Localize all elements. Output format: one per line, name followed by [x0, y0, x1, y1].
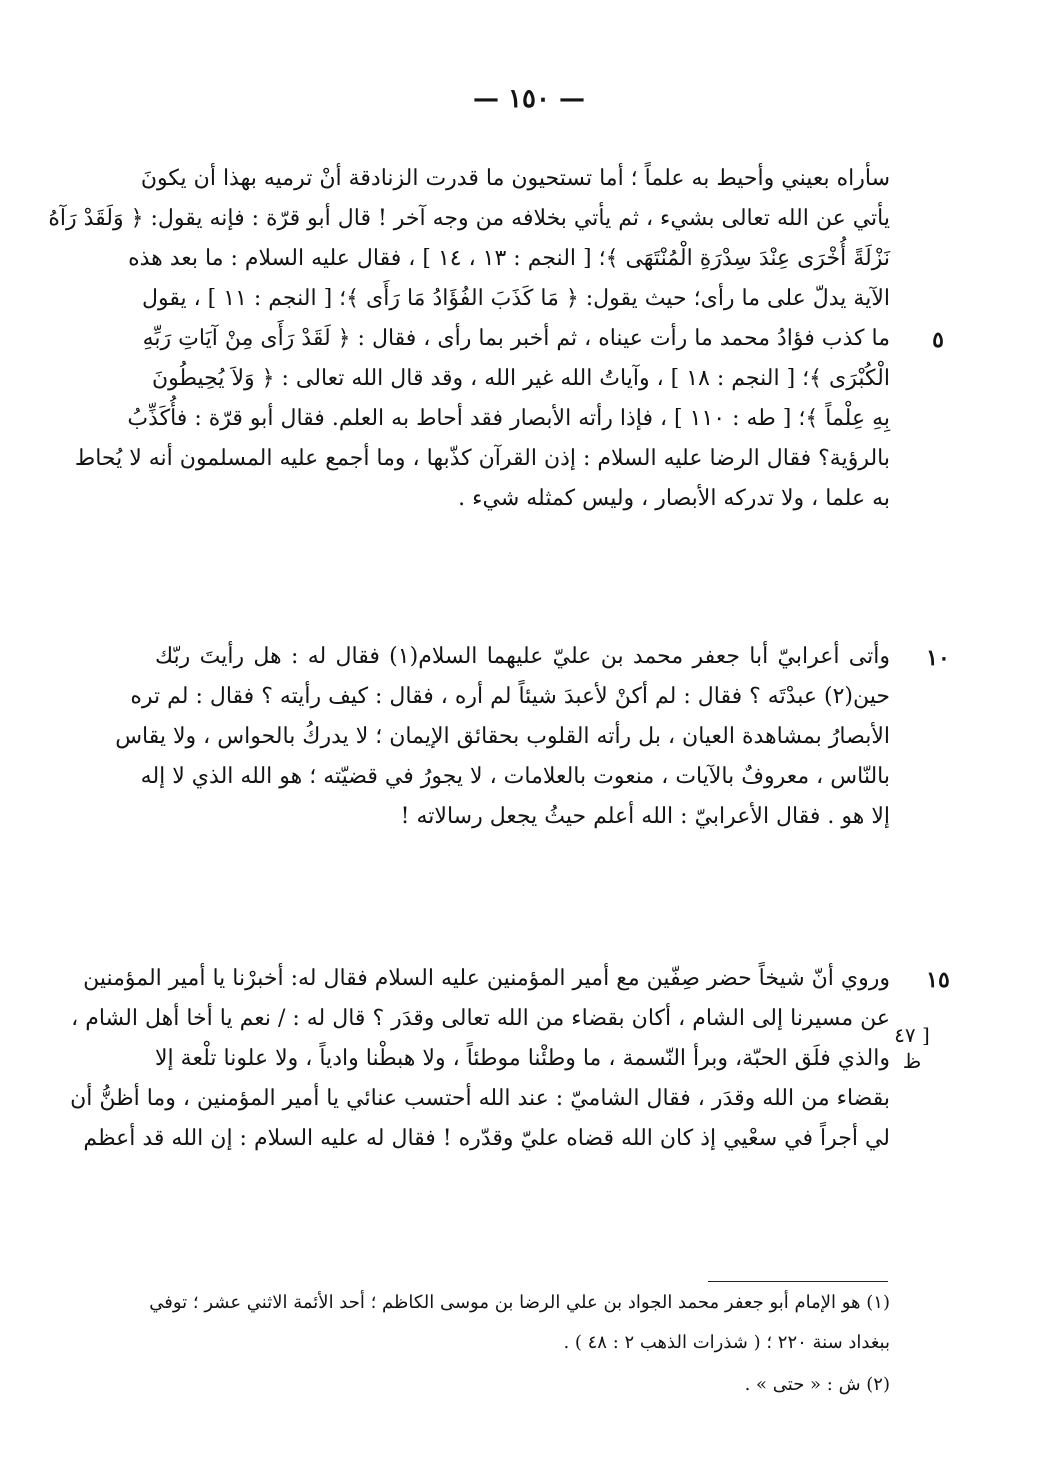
margin-folio-reference	[872, 1022, 952, 1074]
line-number-marker: ٥	[932, 327, 944, 353]
text-line: بالرؤية؟ فقال الرضا عليه السلام : إذن القرآن كذّبها ، وما أجمع عليه المسلمون أنه لا يُحاط	[74, 446, 890, 471]
text-line: بِهِ عِلْماً ﴾؛ [ طه : ١١٠ ] ، فإذا رأته الأبصار فقد أحاط به العلم. فقال أبو قرّة : فأُكَذِّبُ	[127, 406, 890, 431]
text-line: حين(٢) عبدْتَه ؟ فقال : لم أكنْ لأعبدَ شيئاً لم أره ، فقال : كيف رأيته ؟ فقال : لم تره	[130, 684, 890, 709]
text-line: إلا هو . فقال الأعرابيّ : الله أعلم حيثُ يجعل رسالاته !	[400, 804, 890, 829]
text-line: الآية يدلّ على ما رأى؛ حيث يقول: ﴿ مَا كَذَبَ الفُؤَادُ مَا رَأَى ﴾؛ [ النجم : ١١ ] ، يقول	[141, 286, 890, 311]
footnote: (١) هو الإمام أبو جعفر محمد الجواد بن علي الرضا بن موسى الكاظم ؛ أحد الأئمة الاثني عشر ؛ توفي	[149, 1292, 890, 1313]
text-line: وأتى أعرابيّ أبا جعفر محمد بن عليّ عليهما السلام(١) فقال له : هل رأيتَ ربّك	[155, 644, 890, 669]
page-number: — ١٥٠ —	[472, 84, 586, 114]
margin-folio-number: [ ٤٧	[894, 1023, 930, 1047]
line-number-marker: ١٥	[926, 967, 950, 993]
line-number-marker: ١٠	[926, 645, 950, 671]
text-line: عن مسيرنا إلى الشام ، أكان بقضاء من الله تعالى وقدَر ؟ قال له : / نعم يا أخا أهل الشام ،	[71, 1006, 890, 1031]
text-line: لي أجراً في سعْيي إذ كان الله قضاه عليّ وقدّره ! فقال له عليه السلام : إن الله قد أعظم	[83, 1126, 890, 1151]
footnote: (٢) ش : « حتى » .	[744, 1374, 890, 1395]
text-line: سأراه بعيني وأحيط به علماً ؛ أما تستحيون ما قدرت الزنادقة أنْ ترميه بهذا أن يكونَ	[140, 166, 890, 191]
text-line: يأتي عن الله تعالى بشيء ، ثم يأتي بخلافه من وجه آخر ! قال أبو قرّة : فإنه يقول: ﴿ وَلَقَدْ رَآهُ	[48, 206, 890, 231]
text-line: بقضاء من الله وقدَر ، فقال الشاميّ : عند الله أحتسب عنائي يا أمير المؤمنين ، وما أظنُّ أن	[70, 1086, 890, 1111]
text-line: نَزْلَةً أُخْرَى عِنْدَ سِدْرَةِ الْمُنْتَهَى ﴾؛ [ النجم : ١٣ ، ١٤ ] ، فقال عليه السلام : ما بعد هذه	[128, 246, 890, 271]
text-line: الْكُبْرَى ﴾؛ [ النجم : ١٨ ] ، وآياتُ الله غير الله ، وقد قال الله تعالى : ﴿ وَلاَ يُحِيطُونَ	[151, 366, 890, 391]
text-line: ما كذب فؤادُ محمد ما رأت عيناه ، ثم أخبر بما رأى ، فقال : ﴿ لَقَدْ رَأَى مِنْ آيَاتِ رَبِّهِ	[142, 326, 890, 351]
text-line: والذي فلَق الحبّة، وبرأ النّسمة ، ما وطئْنا موطئاً ، ولا هبطْنا وادياً ، ولا علونا تلْعة إلا	[155, 1046, 890, 1071]
footnote-separator	[708, 1281, 888, 1282]
text-line: به علما ، ولا تدركه الأبصار ، وليس كمثله شيء .	[458, 486, 890, 511]
text-line: بالنّاس ، معروفٌ بالآيات ، منعوت بالعلامات ، لا يجورُ في قضيّته ؛ هو الله الذي لا إله	[140, 764, 890, 789]
text-line: وروي أنّ شيخاً حضر صِفّين مع أمير المؤمنين عليه السلام فقال له: أخبرْنا يا أمير المؤمنين	[83, 966, 890, 991]
margin-folio-side: ظ	[902, 1049, 922, 1073]
footnote: ببغداد سنة ٢٢٠ ؛ ( شذرات الذهب ٢ : ٤٨ ) .	[563, 1332, 890, 1353]
text-line: الأبصارُ بمشاهدة العيان ، بل رأته القلوب بحقائق الإيمان ؛ لا يدركُ بالحواس ، ولا يقاس	[115, 724, 890, 749]
